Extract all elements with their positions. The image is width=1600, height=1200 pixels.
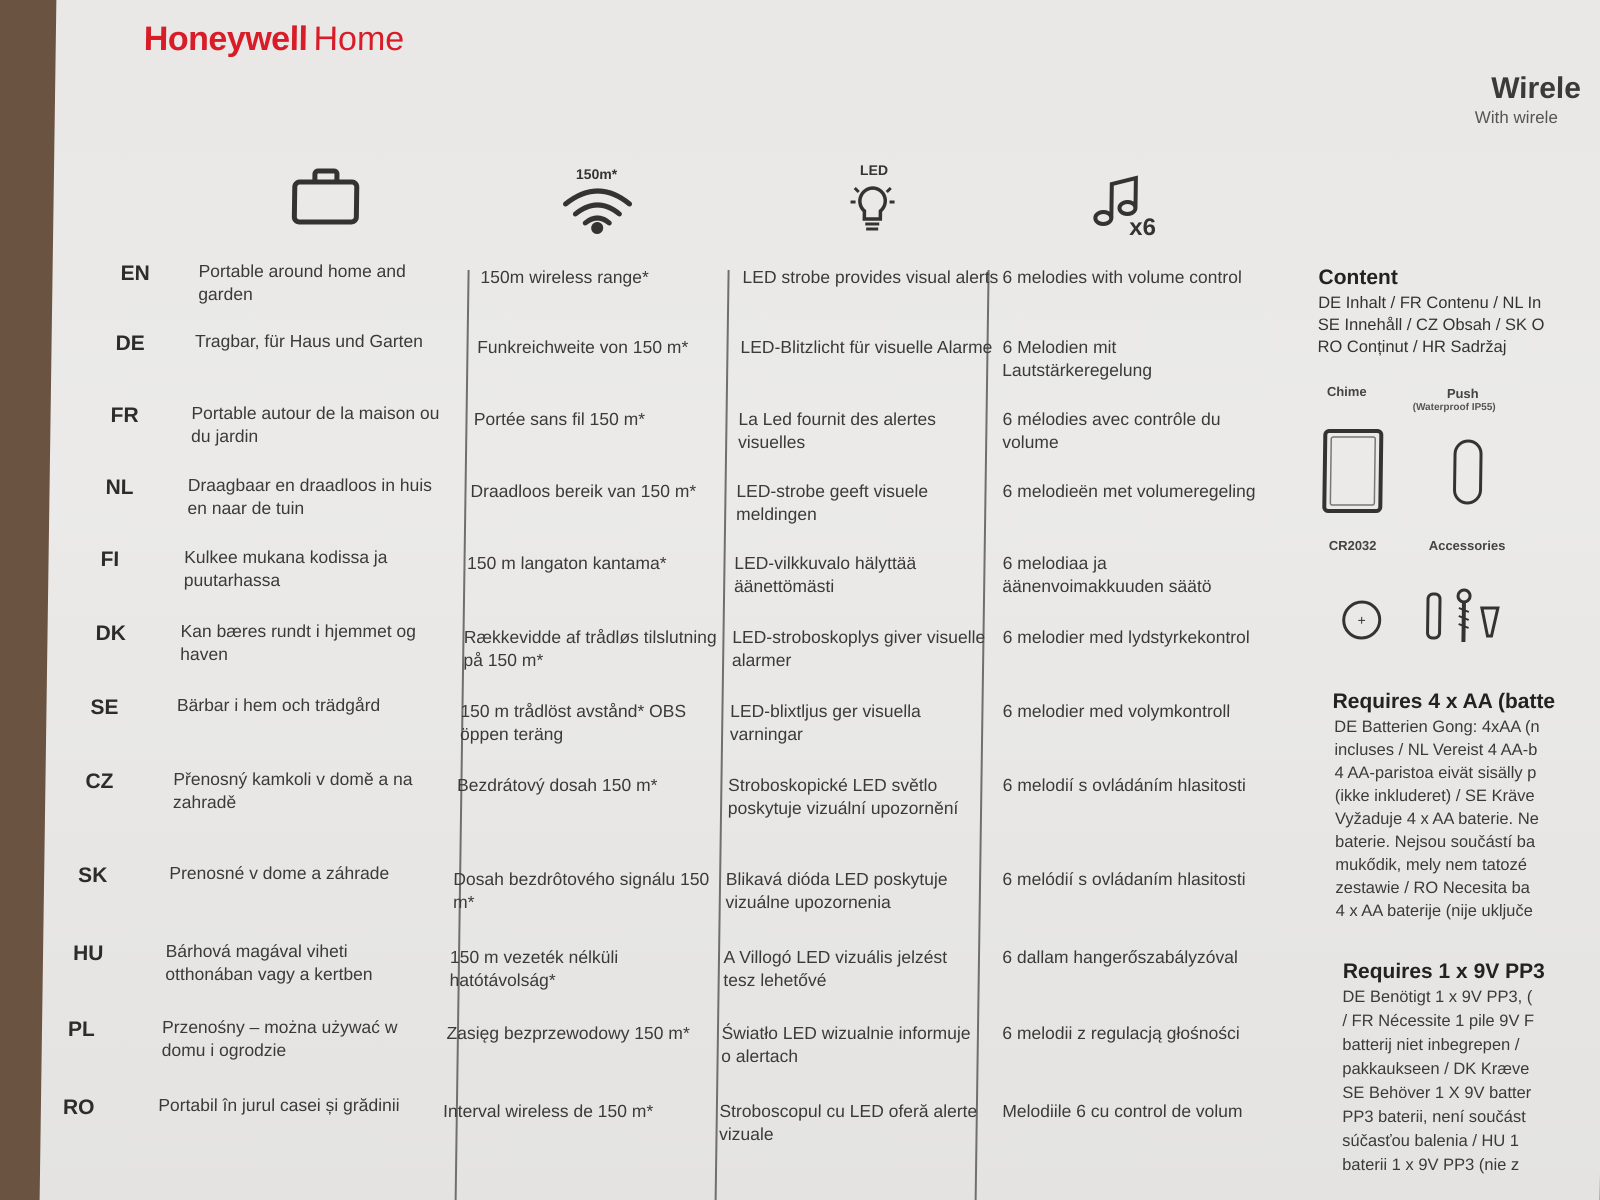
- language-code: CZ: [85, 770, 114, 793]
- language-code: DK: [95, 622, 127, 645]
- language-code: EN: [120, 262, 150, 285]
- feature-cell: Portabil în jurul casei și grădinii: [158, 1095, 400, 1115]
- language-code: FI: [100, 548, 120, 571]
- feature-cell: Interval wireless de 150 m*: [442, 1101, 654, 1121]
- requires-aa-line: DE Batterien Gong: 4xAA (n: [1334, 718, 1540, 736]
- feature-cell: 6 melodieën met volumeregeling: [1002, 481, 1256, 501]
- feature-cell: Kulkee mukana kodissa ja puutarhassa: [183, 547, 388, 590]
- product-box: [40, 0, 1600, 1200]
- chime-label: Chime: [1326, 384, 1367, 399]
- language-code: RO: [62, 1096, 95, 1119]
- requires-aa-line: zestawie / RO Necesita ba: [1335, 879, 1531, 897]
- feature-cell: Tragbar, für Haus und Garten: [194, 331, 424, 351]
- feature-cell: Blikavá dióda LED poskytuje vizuálne upozornenia: [725, 869, 948, 912]
- feature-cell: 6 melodies with volume control: [1002, 267, 1242, 287]
- requires-9v-line: súčasťou balenia / HU 1: [1342, 1132, 1520, 1150]
- feature-cell: LED-Blitzlicht für visuelle Alarme: [740, 337, 993, 357]
- screws-plugs-icon: [1423, 588, 1504, 644]
- feature-cell: Zasięg bezprzewodowy 150 m*: [446, 1023, 690, 1043]
- requires-9v-line: / FR Nécessite 1 pile 9V F: [1342, 1012, 1535, 1030]
- feature-cell: 6 melodií s ovládáním hlasitosti: [1002, 775, 1246, 795]
- feature-cell: Bärbar i hem och trädgård: [176, 695, 381, 715]
- feature-cell: 150m wireless range*: [480, 267, 649, 287]
- brand-logo: [144, 20, 405, 59]
- feature-cell: 150 m vezeték nélküli hatótávolság*: [449, 947, 619, 990]
- requires-9v-line: pakkaukseen / DK Kræve: [1342, 1060, 1530, 1078]
- svg-text:+: +: [1357, 612, 1366, 628]
- feature-cell: 6 melódií s ovládaním hlasitosti: [1002, 869, 1246, 889]
- feature-cell: Bárhová magával viheti otthonában vagy a kertben: [165, 941, 373, 984]
- feature-cell: 6 melodiaa ja äänenvoimakkuuden säätö: [1002, 553, 1212, 596]
- feature-cell: Draadloos bereik van 150 m*: [470, 481, 697, 501]
- feature-cell: Stroboscopul cu LED oferă alerte vizuale: [718, 1101, 978, 1144]
- language-code: HU: [72, 942, 104, 965]
- feature-cell: Funkreichweite von 150 m*: [477, 337, 689, 357]
- feature-cell: Portable autour de la maison ou du jardin: [190, 403, 440, 446]
- feature-cell: 6 mélodies avec contrôle du volume: [1002, 409, 1221, 452]
- language-code: SK: [77, 864, 108, 887]
- briefcase-icon: [291, 168, 360, 226]
- feature-cell: Przenośny – można używać w domu i ogrodzie: [161, 1017, 398, 1060]
- feature-cell: Stroboskopické LED světlo poskytuje vizuální upozornění: [727, 775, 959, 818]
- feature-cell: 150 m langaton kantama*: [467, 553, 667, 573]
- cr2032-label: CR2032: [1328, 538, 1377, 553]
- language-code: NL: [105, 476, 134, 499]
- push-sublabel: (Waterproof IP55): [1412, 402, 1496, 413]
- requires-aa-line: mukődik, mely nem tatozé: [1335, 856, 1528, 874]
- feature-cell: Portée sans fil 150 m*: [473, 409, 646, 429]
- feature-cell: 6 dallam hangerőszabályzóval: [1002, 947, 1238, 967]
- content-line: DE Inhalt / FR Contenu / NL In: [1318, 294, 1542, 312]
- feature-cell: LED-blixtljus ger visuella varningar: [729, 701, 921, 744]
- requires-9v-title: Requires 1 x 9V PP3: [1342, 960, 1545, 983]
- feature-cell: 150 m trådlöst avstånd* OBS öppen teräng: [459, 701, 687, 744]
- requires-9v-line: PP3 baterii, není součást: [1342, 1108, 1526, 1126]
- feature-cell: 6 melodier med volymkontroll: [1002, 701, 1231, 721]
- feature-cell: 6 Melodien mit Lautstärkeregelung: [1002, 337, 1153, 380]
- push-button-icon: [1451, 438, 1484, 506]
- coin-battery-icon: [1339, 598, 1384, 642]
- led-label: LED: [859, 162, 889, 178]
- feature-cell: Melodiile 6 cu control de volum: [1002, 1101, 1243, 1121]
- feature-cell: Portable around home and garden: [198, 261, 406, 304]
- feature-cell: Rækkevidde af trådløs tilslutning på 150 m*: [463, 627, 717, 670]
- requires-9v-line: baterii 1 x 9V PP3 (nie z: [1342, 1156, 1520, 1174]
- requires-9v-line: DE Benötigt 1 x 9V PP3, (: [1342, 988, 1533, 1006]
- language-code: PL: [67, 1018, 96, 1041]
- requires-9v-line: batterij niet inbegrepen /: [1342, 1036, 1520, 1054]
- led-bulb-icon: [847, 180, 898, 236]
- wifi-range-icon: [561, 186, 634, 236]
- brand-suffix: Home: [313, 20, 405, 58]
- feature-cell: LED-vilkkuvalo hälyttää äänettömästi: [733, 553, 917, 596]
- feature-cell: LED strobe provides visual alerts: [742, 267, 999, 287]
- brand-name: Honeywell: [143, 20, 308, 58]
- requires-aa-line: Vyžaduje 4 x AA baterie. Ne: [1334, 810, 1540, 828]
- language-code: DE: [115, 332, 145, 355]
- requires-aa-line: baterie. Nejsou součástí ba: [1334, 833, 1536, 851]
- product-subtitle: With wirele: [1474, 108, 1558, 127]
- feature-cell: Kan bæres rundt i hjemmet og haven: [180, 621, 417, 664]
- content-line: SE Innehåll / CZ Obsah / SK O: [1317, 316, 1545, 334]
- feature-cell: Prenosné v dome a záhrade: [169, 863, 390, 883]
- feature-cell: La Led fournit des alertes visuelles: [737, 409, 937, 452]
- requires-aa-line: (ikke inkluderet) / SE Kräve: [1334, 787, 1535, 805]
- feature-cell: LED-strobe geeft visuele meldingen: [735, 481, 929, 524]
- requires-aa-line: incluses / NL Vereist 4 AA-b: [1334, 741, 1538, 759]
- requires-aa-line: 4 x AA baterije (nije uključe: [1335, 902, 1533, 920]
- feature-cell: Światło LED wizualnie informuje o alertach: [721, 1023, 971, 1066]
- language-code: FR: [110, 404, 139, 427]
- feature-cell: 6 melodier med lydstyrkekontrol: [1002, 627, 1250, 647]
- feature-cell: Přenosný kamkoli v domě a na zahradě: [172, 769, 413, 812]
- content-title: Content: [1318, 266, 1398, 289]
- language-code: SE: [90, 696, 119, 719]
- feature-cell: LED-stroboskoplys giver visuelle alarmer: [731, 627, 986, 670]
- feature-cell: Draagbaar en draadloos in huis en naar de tuin: [187, 475, 433, 518]
- feature-cell: A Villogó LED vizuális jelzést tesz lehetővé: [723, 947, 948, 990]
- push-label: Push: [1446, 386, 1479, 401]
- feature-cell: Bezdrátový dosah 150 m*: [456, 775, 658, 795]
- product-title: Wirele: [1490, 72, 1582, 105]
- feature-cell: Dosah bezdrôtového signálu 150 m*: [452, 869, 710, 912]
- requires-9v-line: SE Behöver 1 X 9V batter: [1342, 1084, 1532, 1102]
- content-line: RO Conținut / HR Sadržaj: [1317, 338, 1507, 356]
- requires-aa-line: 4 AA-paristoa eivät sisälly p: [1334, 764, 1537, 782]
- chime-unit-icon: [1321, 428, 1384, 514]
- feature-cell: 6 melodii z regulacją głośności: [1002, 1023, 1240, 1043]
- accessories-label: Accessories: [1428, 538, 1506, 553]
- range-label: 150m*: [575, 166, 618, 182]
- requires-aa-title: Requires 4 x AA (batte: [1332, 690, 1556, 713]
- melody-count-label: x6: [1129, 214, 1157, 241]
